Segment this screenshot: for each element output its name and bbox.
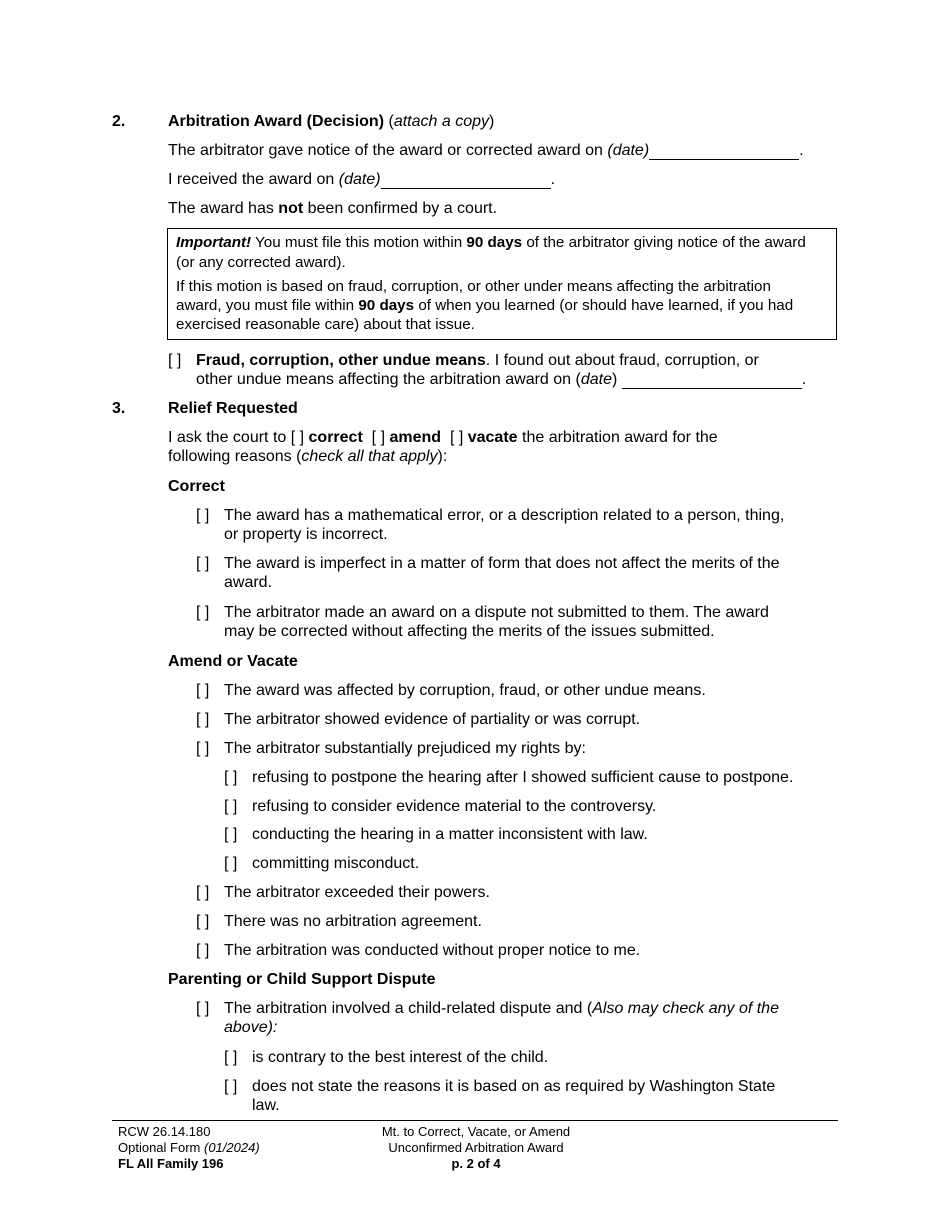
relief-request-line-2: following reasons (check all that apply): xyxy=(168,448,448,465)
amend-item-1-text: The award was affected by corruption, fraud, or other undue means. xyxy=(224,682,706,699)
footer-title-line-1: Mt. to Correct, Vacate, or Amend xyxy=(381,1124,571,1139)
section-3-number: 3. xyxy=(112,400,126,417)
footer-optional-form: Optional Form (01/2024) xyxy=(118,1140,260,1155)
amend-item-3-checkbox[interactable]: [ ] xyxy=(196,740,210,757)
notice-date-field[interactable] xyxy=(649,142,799,160)
correct-item-1-checkbox[interactable]: [ ] xyxy=(196,507,210,524)
amend-item-4-text: The arbitrator exceeded their powers. xyxy=(224,884,490,901)
prejudice-item-2-checkbox[interactable]: [ ] xyxy=(224,798,238,815)
footer-title-line-2: Unconfirmed Arbitration Award xyxy=(388,1140,564,1155)
prejudice-item-2-text: refusing to consider evidence material to the controversy. xyxy=(252,798,657,815)
parenting-sub-2-text-a: does not state the reasons it is based on as required by Washington State xyxy=(252,1078,776,1095)
parenting-heading: Parenting or Child Support Dispute xyxy=(168,971,436,988)
important-notice-box xyxy=(167,228,837,340)
important-line-2: (or any corrected award). xyxy=(176,254,346,271)
vacate-checkbox[interactable]: [ ] xyxy=(449,429,464,446)
prejudice-item-1-checkbox[interactable]: [ ] xyxy=(224,769,238,786)
amend-vacate-heading: Amend or Vacate xyxy=(168,653,298,670)
parenting-item-text-b: above): xyxy=(224,1019,278,1036)
amend-item-4-checkbox[interactable]: [ ] xyxy=(196,884,210,901)
prejudice-item-4-text: committing misconduct. xyxy=(252,855,420,872)
correct-item-3-text-a: The arbitrator made an award on a dispute not submitted to them. The award xyxy=(224,604,769,621)
correct-item-2-text-b: award. xyxy=(224,574,273,591)
parenting-item-text-a: The arbitration involved a child-related dispute and (Also may check any of the xyxy=(224,1000,779,1017)
section-3-heading: Relief Requested xyxy=(168,400,298,417)
prejudice-item-1-text: refusing to postpone the hearing after I showed sufficient cause to postpone. xyxy=(252,769,794,786)
fraud-line-2: other undue means affecting the arbitration award on (date) . xyxy=(196,371,807,388)
section-2-number: 2. xyxy=(112,113,126,130)
correct-item-1-text-b: or property is incorrect. xyxy=(224,526,388,543)
correct-item-2-checkbox[interactable]: [ ] xyxy=(196,555,210,572)
received-date-line: I received the award on (date) . xyxy=(168,171,556,188)
amend-item-5-text: There was no arbitration agreement. xyxy=(224,913,482,930)
page-footer xyxy=(112,1120,838,1121)
amend-item-6-text: The arbitration was conducted without proper notice to me. xyxy=(224,942,641,959)
section-2-heading: Arbitration Award (Decision) (attach a copy) xyxy=(168,113,495,130)
prejudice-item-3-checkbox[interactable]: [ ] xyxy=(224,826,238,843)
amend-item-2-checkbox[interactable]: [ ] xyxy=(196,711,210,728)
received-date-field[interactable] xyxy=(381,171,551,189)
relief-request-line-1: I ask the court to [ ] correct [ ] amend [ ] vacate the arbitration award for the xyxy=(168,429,718,446)
notice-date-line: The arbitrator gave notice of the award or corrected award on (date) . xyxy=(168,142,804,159)
fraud-date-field[interactable] xyxy=(622,371,802,389)
footer-rcw: RCW 26.14.180 xyxy=(118,1124,211,1139)
confirm-line: The award has not been confirmed by a court. xyxy=(168,200,498,217)
amend-checkbox[interactable]: [ ] xyxy=(371,429,386,446)
parenting-sub-2-checkbox[interactable]: [ ] xyxy=(224,1078,238,1095)
important-line-5: exercised reasonable care) about that issue. xyxy=(176,316,475,333)
correct-heading: Correct xyxy=(168,478,225,495)
footer-form-id: FL All Family 196 xyxy=(118,1156,224,1171)
parenting-sub-1-text: is contrary to the best interest of the child. xyxy=(252,1049,549,1066)
amend-item-1-checkbox[interactable]: [ ] xyxy=(196,682,210,699)
footer-page-number: p. 2 of 4 xyxy=(451,1156,501,1171)
amend-item-2-text: The arbitrator showed evidence of partiality or was corrupt. xyxy=(224,711,641,728)
important-line-1: Important! You must file this motion within 90 days of the arbitrator giving notice of the award xyxy=(176,234,806,251)
fraud-line-1: Fraud, corruption, other undue means. I found out about fraud, corruption, or xyxy=(196,352,759,369)
parenting-sub-1-checkbox[interactable]: [ ] xyxy=(224,1049,238,1066)
fraud-checkbox[interactable]: [ ] xyxy=(168,352,182,369)
parenting-sub-2-text-b: law. xyxy=(252,1097,280,1114)
amend-item-3-text: The arbitrator substantially prejudiced my rights by: xyxy=(224,740,586,757)
prejudice-item-3-text: conducting the hearing in a matter inconsistent with law. xyxy=(252,826,648,843)
correct-item-1-text-a: The award has a mathematical error, or a description related to a person, thing, xyxy=(224,507,785,524)
important-line-3: If this motion is based on fraud, corruption, or other under means affecting the arbitration xyxy=(176,278,771,295)
correct-item-3-text-b: may be corrected without affecting the merits of the issues submitted. xyxy=(224,623,715,640)
parenting-item-checkbox[interactable]: [ ] xyxy=(196,1000,210,1017)
amend-item-5-checkbox[interactable]: [ ] xyxy=(196,913,210,930)
important-line-4: award, you must file within 90 days of when you learned (or should have learned, if you had xyxy=(176,297,794,314)
prejudice-item-4-checkbox[interactable]: [ ] xyxy=(224,855,238,872)
correct-checkbox[interactable]: [ ] xyxy=(290,429,305,446)
correct-item-2-text-a: The award is imperfect in a matter of form that does not affect the merits of the xyxy=(224,555,780,572)
amend-item-6-checkbox[interactable]: [ ] xyxy=(196,942,210,959)
correct-item-3-checkbox[interactable]: [ ] xyxy=(196,604,210,621)
